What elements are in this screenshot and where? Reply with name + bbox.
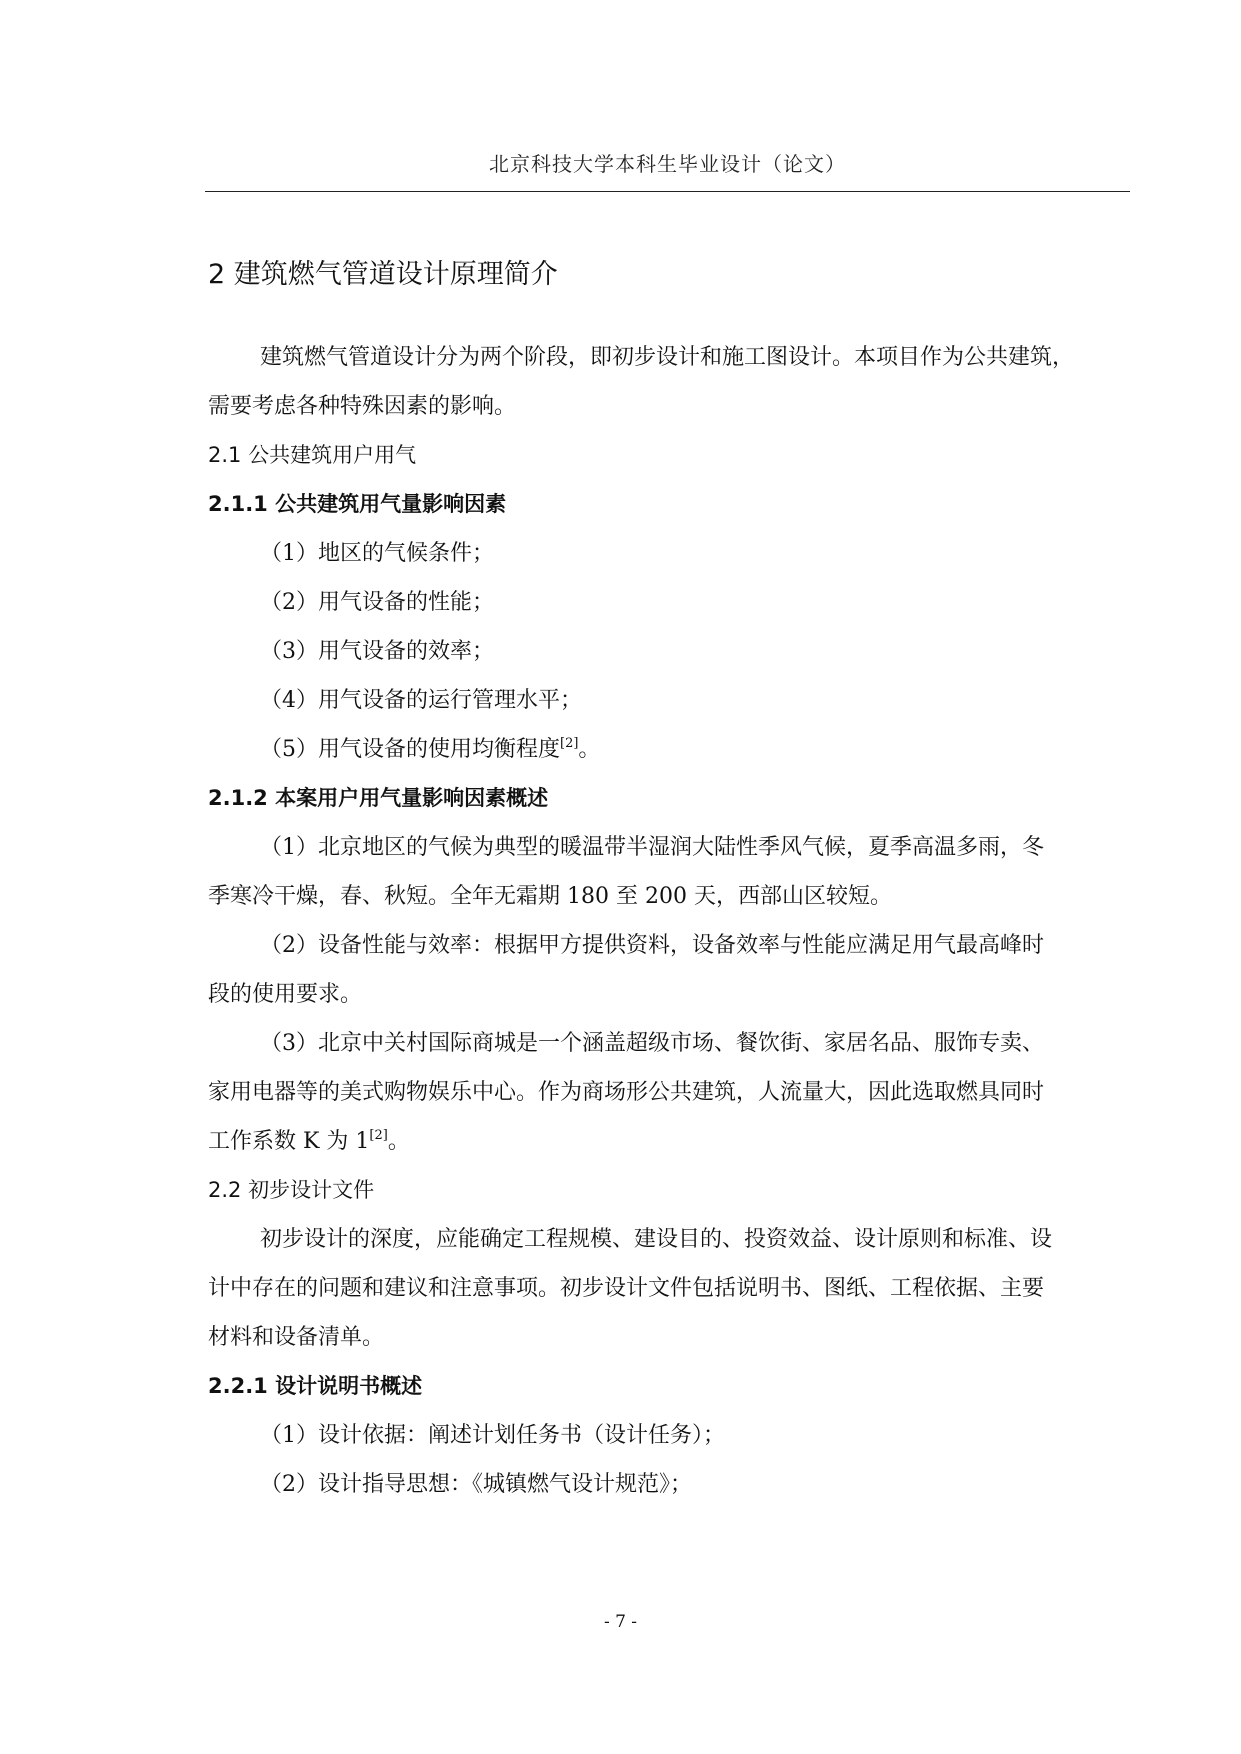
equipment-line-1: （2）设备性能与效率：根据甲方提供资料，设备效率与性能应满足用气最高峰时 [260,933,1044,958]
section-2-1-1-heading: 2.1.1 公共建筑用气量影响因素 [208,492,507,516]
section-2-1-2-heading: 2.1.2 本案用户用气量影响因素概述 [208,786,549,810]
mall-line-2: 家用电器等的美式购物娱乐中心。作为商场形公共建筑，人流量大，因此选取燃具同时 [208,1080,1045,1105]
section-2-1-heading: 2.1 公共建筑用户用气 [208,443,417,467]
mall-line-1: （3）北京中关村国际商城是一个涵盖超级市场、餐饮街、家居名品、服饰专卖、 [260,1031,1044,1056]
chapter-title: 2 建筑燃气管道设计原理简介 [208,259,558,290]
list-item [208,725,1158,774]
equipment-line-2: 段的使用要求。 [208,982,363,1007]
climate-line-2: 季寒冷干燥，春、秋短。全年无霜期 180 至 200 天，西部山区较短。 [208,884,892,909]
list-item: （1）设计依据：阐述计划任务书（设计任务）； [260,1423,725,1448]
section-2-2-1-heading: 2.2.1 设计说明书概述 [208,1374,423,1398]
intro-line-1: 建筑燃气管道设计分为两个阶段，即初步设计和施工图设计。本项目作为公共建筑， [260,345,1075,370]
mall-line-3 [208,1117,1158,1166]
preliminary-design-paragraph [208,1215,1158,1362]
list-item: （4）用气设备的运行管理水平； [260,688,582,713]
preliminary-line-1: 初步设计的深度，应能确定工程规模、建设目的、投资效益、设计原则和标准、设 [260,1227,1053,1252]
running-header: 北京科技大学本科生毕业设计（论文） [489,152,846,176]
preliminary-line-2: 计中存在的问题和建议和注意事项。初步设计文件包括说明书、图纸、工程依据、主要 [208,1276,1045,1301]
intro-paragraph [208,333,1158,431]
page-body [208,255,1158,1509]
list-item: （2）设计指导思想：《城镇燃气设计规范》； [260,1472,692,1497]
mall-line-3-text: 工作系数 K 为 1 [208,1129,370,1154]
list-item-end: 。 [578,737,601,762]
list-item: （2）用气设备的性能； [260,590,494,615]
climate-paragraph [208,823,1158,921]
list-item-text: （5）用气设备的使用均衡程度 [260,737,560,762]
section-2-2-heading: 2.2 初步设计文件 [208,1178,375,1202]
equipment-paragraph [208,921,1158,1019]
citation-ref: [2] [560,736,579,751]
page-number: - 7 - [603,1612,638,1632]
list-item: （1）地区的气候条件； [260,541,494,566]
preliminary-line-3: 材料和设备清单。 [208,1325,385,1350]
citation-ref: [2] [369,1128,388,1143]
mall-line-3-end: 。 [387,1129,410,1154]
header-rule [205,191,1130,192]
intro-line-2: 需要考虑各种特殊因素的影响。 [208,394,517,419]
list-item: （3）用气设备的效率； [260,639,494,664]
climate-line-1: （1）北京地区的气候为典型的暖温带半湿润大陆性季风气候，夏季高温多雨，冬 [260,835,1044,860]
mall-paragraph [208,1019,1158,1166]
